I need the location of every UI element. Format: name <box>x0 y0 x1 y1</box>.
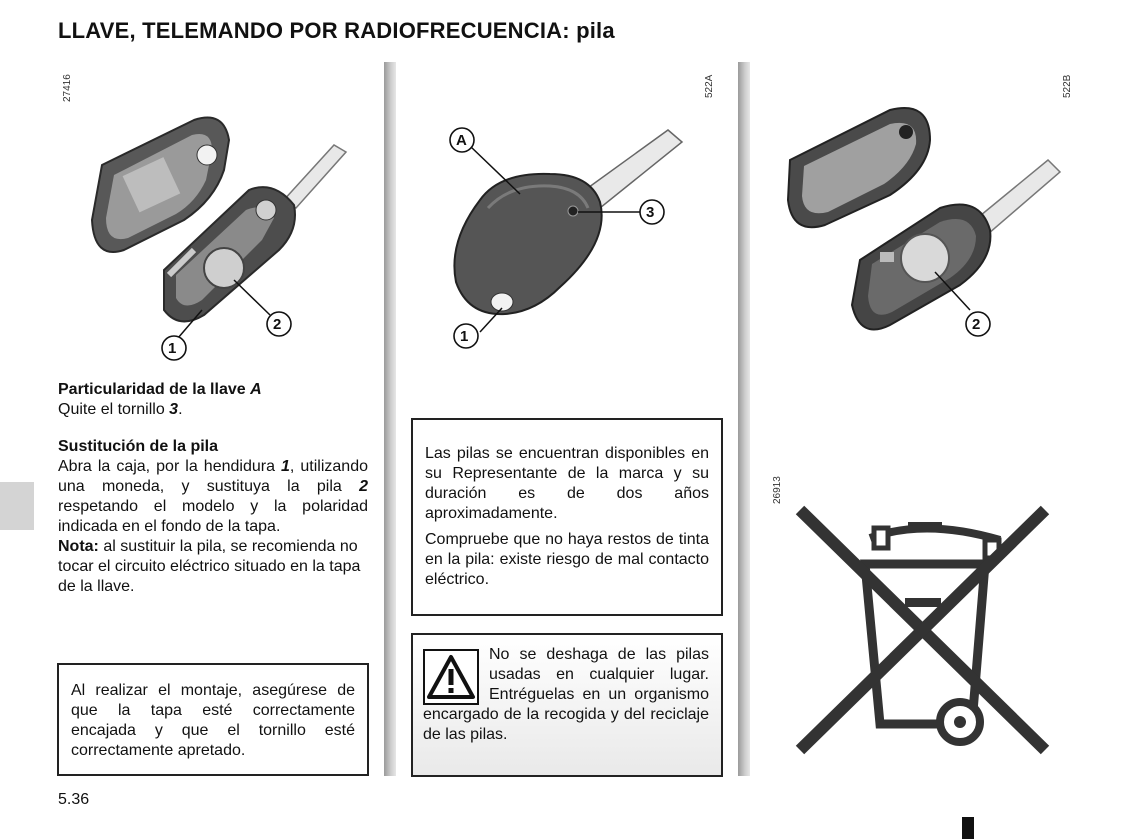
callout-label: 1 <box>460 328 469 345</box>
warning-text: No se deshaga de las pilas usadas en cualquier lugar. Entréguelas en un organismo encargado de la recogida y del reciclaje de las pilas. <box>423 646 709 743</box>
callout-label: 2 <box>273 316 282 333</box>
flip-key-open-illustration <box>84 110 364 365</box>
assembly-note-box <box>57 663 369 776</box>
figure-code-27416: 27416 <box>62 74 73 102</box>
figure-code-522B: 522B <box>1062 74 1073 98</box>
chapter-tab <box>0 482 34 530</box>
key-battery-illustration <box>780 100 1080 350</box>
battery-replacement-heading: Sustitución de la pila <box>58 438 219 455</box>
battery-note: Nota: al sustituir la pila, se recomienda no tocar el circuito eléctrico situado en la tapa de la llave. <box>58 538 361 595</box>
screw-ref: 3 <box>169 401 179 418</box>
page-edge-mark <box>962 817 974 839</box>
key-letter: A <box>250 381 262 398</box>
key-particularity-section: Particularidad de la llave A Quite el tornillo 3. <box>58 381 262 418</box>
remove-screw-text: Quite el tornillo <box>58 401 170 418</box>
column-separator-right <box>738 62 750 776</box>
battery-replacement-section <box>58 437 368 597</box>
figure-code-26913: 26913 <box>772 476 783 504</box>
key-particularity-heading: Particularidad de la llave <box>58 381 251 398</box>
callout-label: A <box>456 132 467 149</box>
callout-label: 2 <box>972 316 981 333</box>
battery-contact-text: Compruebe que no haya restos de tinta en la pila: existe riesgo de mal contacto eléctrico. <box>425 531 709 588</box>
callout-label: 3 <box>646 204 655 221</box>
assembly-note-text: Al realizar el montaje, asegúrese de que la tapa esté correctamente encajada y que el tornillo esté correctamente apretado. <box>71 682 355 759</box>
warning-triangle-icon <box>423 649 479 705</box>
figure-code-522A: 522A <box>704 74 715 98</box>
callout-label: 1 <box>168 340 177 357</box>
battery-availability-text: Las pilas se encuentran disponibles en su Representante de la marca y su duración es de dos años aproximadamente. <box>425 445 709 522</box>
crossed-out-bin-icon <box>790 500 1055 760</box>
page-number: 5.36 <box>58 791 90 808</box>
battery-replacement-text: Abra la caja, por la hendidura 1, utilizando una moneda, y sustituya la pila 2 respetando el modelo y la polaridad indicada en el fondo de la tapa. <box>58 458 369 535</box>
key-a-illustration <box>440 122 700 352</box>
page-title: LLAVE, TELEMANDO POR RADIOFRECUENCIA: pila <box>58 18 615 43</box>
column-separator-left <box>384 62 396 776</box>
warning-box <box>411 633 723 777</box>
battery-info-box <box>411 418 723 616</box>
